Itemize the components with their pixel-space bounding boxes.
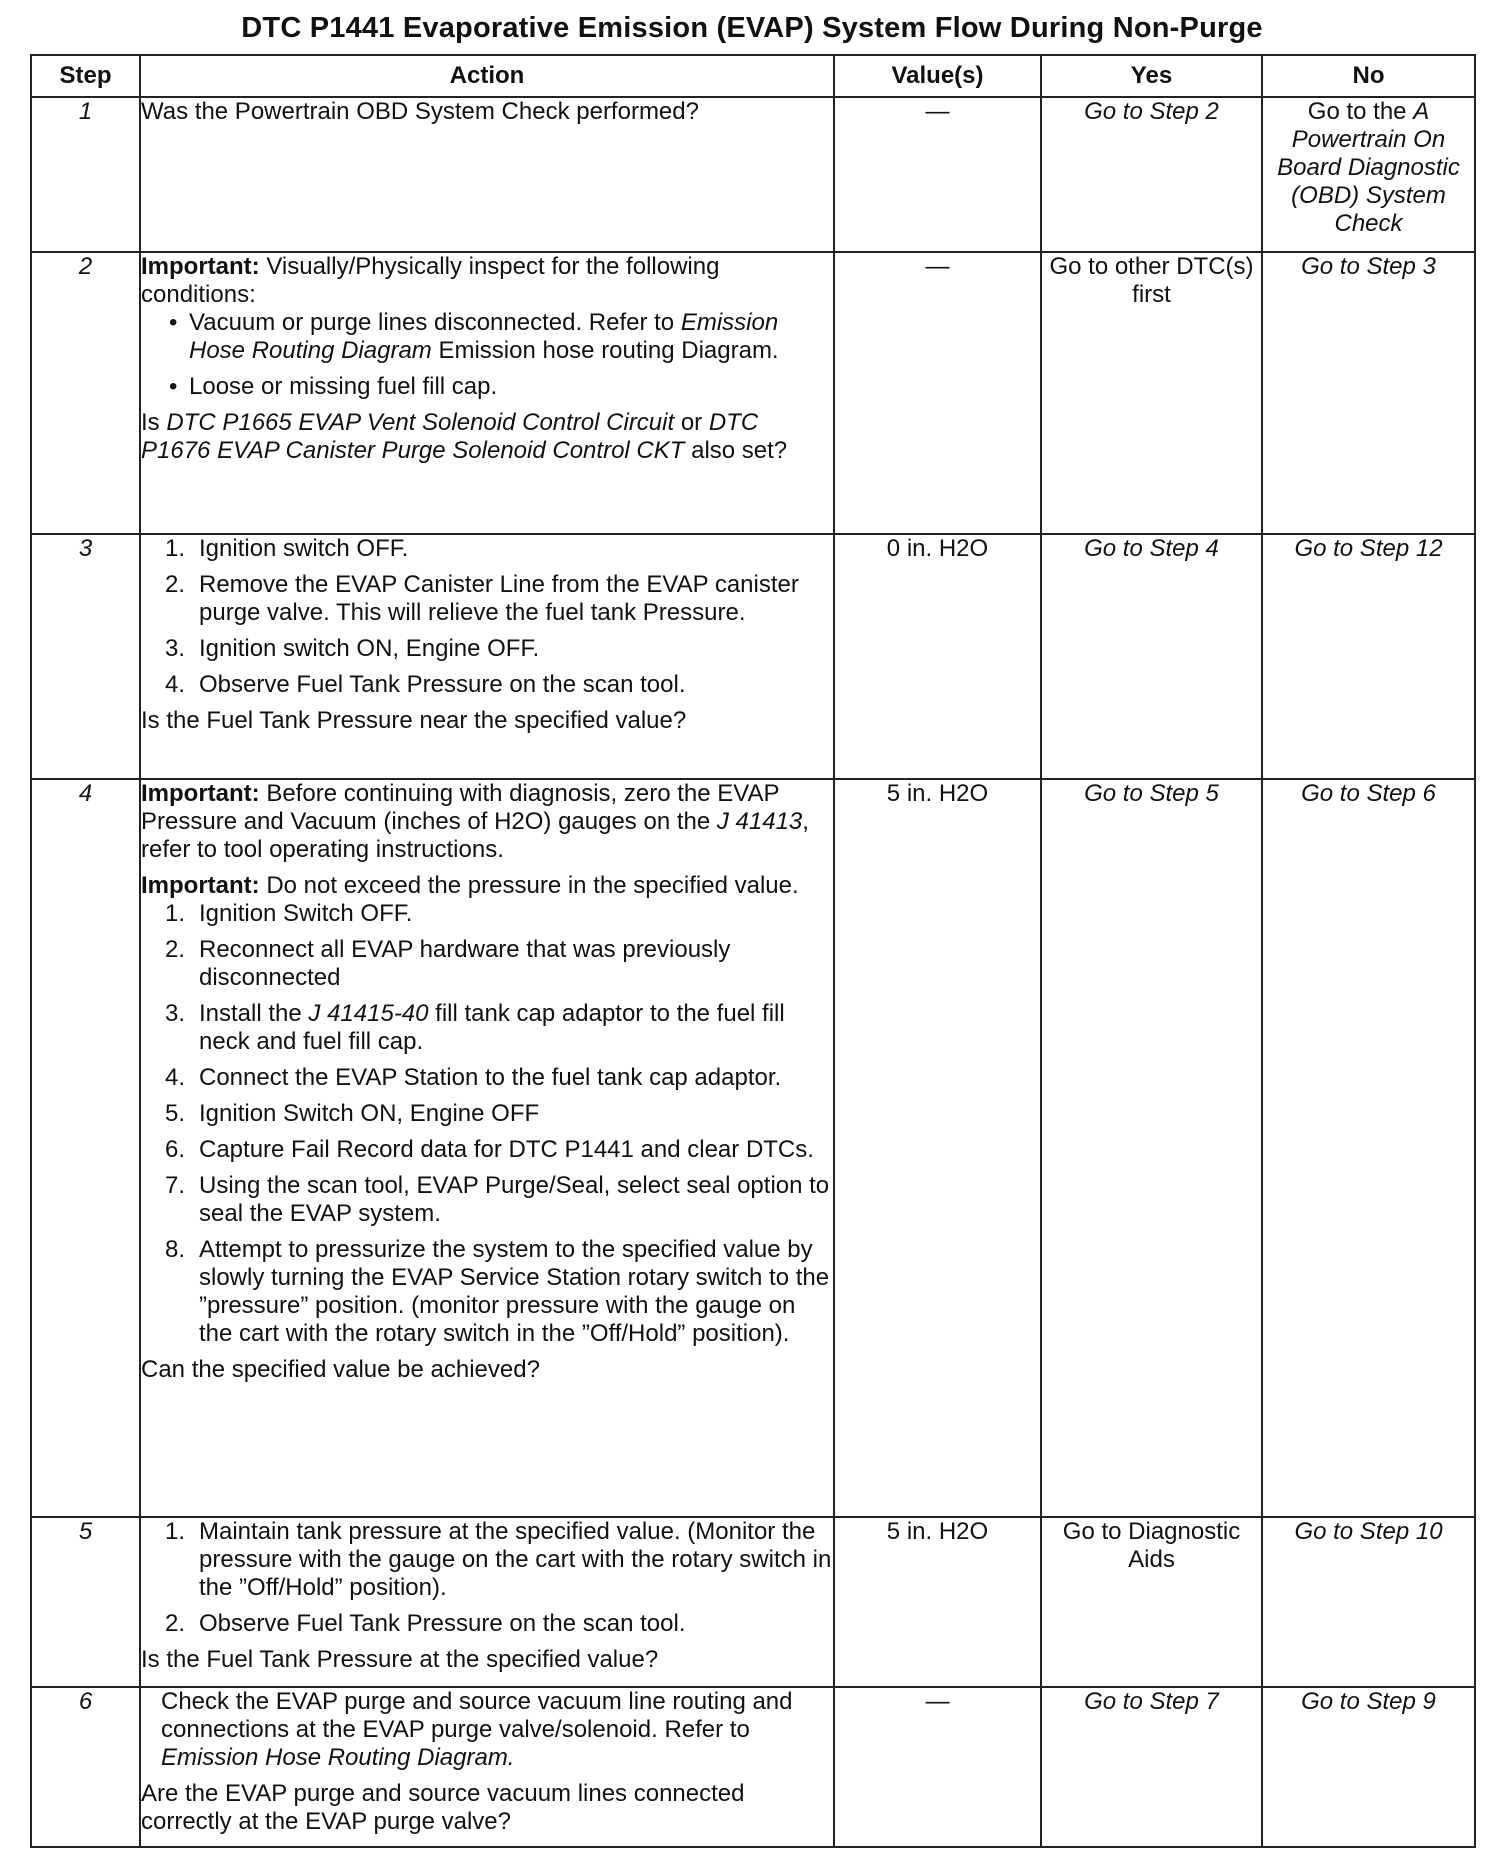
list-item [165,535,833,563]
item-number: 3. [165,635,186,662]
item-number: 6. [165,1136,186,1163]
action-cell [140,1687,834,1847]
table-row [31,252,1475,534]
question-text: also set? [691,437,788,464]
list-item [165,1172,833,1228]
value-cell: 5 in. H2O [834,1517,1041,1687]
item-number: 8. [165,1236,186,1263]
yes-link[interactable]: Go to Diagnostic Aids [1062,1518,1241,1573]
list-item-text: Capture Fail Record data for DTC P1441 and clear DTCs. [199,1136,814,1163]
step-number: 5 [31,1517,140,1687]
action-cell [140,534,834,779]
list-item-text: Reconnect all EVAP hardware that was previously disconnected [199,936,731,991]
table-row [31,1517,1475,1687]
yes-cell [1041,97,1262,252]
no-cell [1262,252,1475,534]
action-question: Are the EVAP purge and source vacuum lines connected correctly at the EVAP purge valve? [141,1780,745,1835]
step-number: 4 [31,779,140,1517]
yes-cell [1041,534,1262,779]
item-number: 2. [165,571,186,598]
item-number: 3. [165,1000,186,1027]
list-item-text: Install the [199,1000,302,1027]
tool-reference: J 41413 [716,808,803,835]
procedure-list [141,1518,833,1638]
yes-cell [1041,1687,1262,1847]
list-item-text: Loose or missing fuel fill cap. [189,373,498,400]
list-item [165,1610,833,1638]
list-item-text: Observe Fuel Tank Pressure on the scan tool. [199,1610,686,1637]
list-item [165,671,833,699]
list-item [165,900,833,928]
condition-list [141,309,833,401]
table-row [31,97,1475,252]
action-cell [140,1517,834,1687]
list-item-text: Attempt to pressurize the system to the specified value by slowly turning the EVAP Service Station rotary switch to the ”pressure” position. (monitor pressure with the gauge on the cart with the rotary switch in the ”Off/Hold” position). [199,1236,830,1347]
list-item [165,1136,833,1164]
diagnostic-table [30,54,1476,1848]
header-yes: Yes [1041,55,1262,97]
item-number: 1. [165,535,186,562]
action-question: Was the Powertrain OBD System Check performed? [141,98,699,125]
step-number: 6 [31,1687,140,1847]
yes-cell [1041,1517,1262,1687]
item-number: 4. [165,671,186,698]
important-text: Before continuing with diagnosis, zero the EVAP Pressure and Vacuum (inches of H2O) gauges on the [141,780,780,835]
list-item-text: fill tank cap adaptor to the fuel fill neck and fuel fill cap. [199,1000,785,1055]
important-label: Important: [141,872,260,899]
step-number: 1 [31,97,140,252]
dtc-link[interactable]: DTC P1676 EVAP Canister Purge Solenoid Control CKT [141,409,759,464]
action-question: Is the Fuel Tank Pressure near the specified value? [141,707,687,734]
table-header-row [31,55,1475,97]
no-link[interactable]: Go to Step 10 [1294,1518,1443,1545]
important-text: Do not exceed the pressure in the specified value. [266,872,799,899]
no-cell [1262,1687,1475,1847]
important-note [141,253,833,309]
no-link[interactable]: Go to Step 3 [1301,253,1436,280]
value-cell: 0 in. H2O [834,534,1041,779]
header-step: Step [31,55,140,97]
no-cell [1262,97,1475,252]
yes-cell [1041,779,1262,1517]
question-text: Is [141,409,160,436]
list-item-text: Ignition switch ON, Engine OFF. [199,635,540,662]
tool-reference: J 41415-40 [308,1000,429,1027]
procedure-list [141,535,833,699]
question-text: or [680,409,703,436]
no-cell [1262,1517,1475,1687]
no-link[interactable]: Go to Step 9 [1301,1688,1436,1715]
important-label: Important: [141,780,260,807]
list-item-text: Emission hose routing Diagram. [438,337,779,364]
list-item [165,635,833,663]
no-link[interactable]: A Powertrain On Board Diagnostic (OBD) System Check [1277,98,1460,237]
table-row [31,779,1475,1517]
action-cell [140,97,834,252]
yes-link[interactable]: Go to Step 2 [1084,98,1219,125]
header-action: Action [140,55,834,97]
step-number: 2 [31,252,140,534]
yes-link[interactable]: Go to Step 7 [1084,1688,1219,1715]
item-number: 5. [165,1100,186,1127]
list-item [165,1000,833,1056]
yes-link[interactable]: Go to other DTC(s) first [1049,253,1254,308]
list-item-text: Ignition switch OFF. [199,535,409,562]
value-cell: 5 in. H2O [834,779,1041,1517]
action-question [141,409,833,465]
list-item-text: Remove the EVAP Canister Line from the EVAP canister purge valve. This will relieve the fuel tank Pressure. [199,571,799,626]
document-title: DTC P1441 Evaporative Emission (EVAP) System Flow During Non-Purge [241,12,1263,44]
no-cell [1262,534,1475,779]
list-item-text: Vacuum or purge lines disconnected. Refer to [189,309,675,336]
dtc-link[interactable]: DTC P1665 EVAP Vent Solenoid Control Circuit [166,409,675,436]
item-number: 7. [165,1172,186,1199]
yes-cell [1041,252,1262,534]
list-item-text: Ignition Switch ON, Engine OFF [199,1100,540,1127]
important-note [141,780,833,864]
list-item-text: Maintain tank pressure at the specified value. (Monitor the pressure with the gauge on the cart with the rotary switch in the ”Off/Hold” position). [199,1518,832,1601]
instruction-text: Check the EVAP purge and source vacuum line routing and connections at the EVAP purge valve/solenoid. Refer to [161,1688,793,1743]
list-item [165,571,833,627]
table-row [31,534,1475,779]
action-question: Can the specified value be achieved? [141,1356,540,1383]
header-no: No [1262,55,1475,97]
value-cell: — [834,1687,1041,1847]
list-item [165,936,833,992]
list-item [165,1100,833,1128]
important-label: Important: [141,253,260,280]
value-cell: — [834,252,1041,534]
list-item [165,1518,833,1602]
yes-link[interactable]: Go to Step 5 [1084,780,1219,807]
list-item-text: Connect the EVAP Station to the fuel tank cap adaptor. [199,1064,782,1091]
step-number: 3 [31,534,140,779]
action-cell [140,252,834,534]
procedure-list [141,900,833,1348]
list-item [189,309,833,365]
item-number: 2. [165,936,186,963]
list-item-text: Observe Fuel Tank Pressure on the scan tool. [199,671,686,698]
important-text: Visually/Physically inspect for the following conditions: [141,253,720,308]
no-cell [1262,779,1475,1517]
value-cell: — [834,97,1041,252]
list-item [189,373,833,401]
no-prefix: Go to the [1307,98,1407,125]
list-item [165,1064,833,1092]
important-note [141,872,833,900]
item-number: 1. [165,900,186,927]
diagram-link[interactable]: Emission Hose Routing Diagram. [161,1744,515,1771]
header-values: Value(s) [834,55,1041,97]
list-item-text: Using the scan tool, EVAP Purge/Seal, select seal option to seal the EVAP system. [199,1172,830,1227]
yes-link[interactable]: Go to Step 4 [1084,535,1219,562]
item-number: 1. [165,1518,186,1545]
diagram-link[interactable]: Emission Hose Routing Diagram [189,309,779,364]
item-number: 2. [165,1610,186,1637]
no-link[interactable]: Go to Step 6 [1301,780,1436,807]
item-number: 4. [165,1064,186,1091]
action-cell [140,779,834,1517]
list-item-text: Ignition Switch OFF. [199,900,413,927]
table-row [31,1687,1475,1847]
list-item [165,1236,833,1348]
action-instruction [141,1688,833,1772]
action-question: Is the Fuel Tank Pressure at the specified value? [141,1646,659,1673]
no-link[interactable]: Go to Step 12 [1294,535,1443,562]
important-text: , refer to tool operating instructions. [141,808,809,863]
